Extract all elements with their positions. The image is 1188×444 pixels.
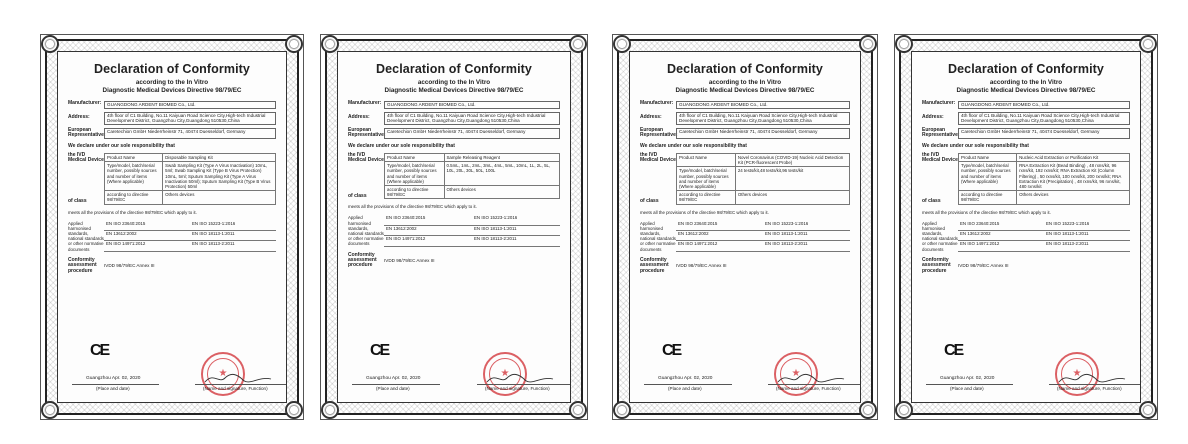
standards-section bbox=[68, 221, 276, 252]
representative-value: Caretechion GmbH Niederrheinstr 71, 40474 Duesseldorf, Germany bbox=[384, 128, 560, 139]
address-value: 4th floor of C1 Building, No.11 Kaiyuan Road Science City,High-tech Industrial Development District, Guangzhou City,Guangdong 510530,China bbox=[104, 112, 276, 125]
class-label: of class bbox=[348, 193, 367, 200]
table-row bbox=[959, 191, 1130, 204]
place-date: Guangzhou Apr. 02, 2020 bbox=[366, 376, 421, 381]
standard-item: EN ISO 18113-1:2011 bbox=[472, 226, 560, 236]
address-label: Address: bbox=[922, 113, 944, 120]
signature-caption: (Name and signature, Function) bbox=[776, 386, 841, 391]
conformity-section bbox=[640, 258, 850, 274]
ce-mark-icon: CE bbox=[662, 342, 681, 359]
standard-item: EN ISO 15223-1:2016 bbox=[190, 221, 276, 231]
corner-ornament-icon bbox=[613, 401, 631, 419]
ivd-table bbox=[676, 153, 850, 205]
place-date: Guangzhou Apr. 02, 2020 bbox=[86, 376, 141, 381]
signature-line bbox=[768, 384, 861, 385]
certificate-title: Declaration of Conformity bbox=[667, 62, 823, 76]
table-row bbox=[677, 167, 850, 191]
certificate-body bbox=[911, 51, 1141, 403]
representative-row bbox=[640, 128, 850, 139]
directive-value: Others devices bbox=[735, 191, 849, 204]
directive-label: according to directive 98/79/EC bbox=[959, 191, 1017, 204]
company-seal-icon: ★ bbox=[774, 352, 818, 396]
standard-item: EN ISO 18113-2:2011 bbox=[472, 236, 560, 246]
corner-ornament-icon bbox=[569, 401, 587, 419]
ivd-label: the IVD Medical Device bbox=[640, 151, 676, 164]
company-seal-icon: ★ bbox=[1055, 352, 1099, 396]
standard-item: EN ISO 14971:2012 bbox=[676, 241, 763, 251]
certificate-subtitle: according to the In Vitro bbox=[417, 79, 491, 86]
manufacturer-row bbox=[640, 101, 850, 109]
certificate-body bbox=[57, 51, 287, 403]
ivd-table bbox=[384, 153, 560, 199]
signature-line bbox=[195, 384, 287, 385]
ivd-device-section bbox=[348, 153, 560, 199]
manufacturer-row bbox=[68, 101, 276, 109]
standards-list bbox=[384, 215, 560, 246]
standard-item: EN ISO 18113-1:2011 bbox=[1044, 231, 1130, 241]
conformity-label: Conformity assessment procedure bbox=[348, 251, 377, 269]
conformity-value: IVDD 98/79/EC Annex III bbox=[958, 262, 1009, 268]
ce-mark-icon: CE bbox=[370, 342, 389, 359]
representative-value: Caretechion GmbH Niederrheinstr 71, 40474 Duesseldorf, Germany bbox=[104, 128, 276, 139]
address-value: 4th floor of C1 Building, No.11 Kaiyuan Road Science City,High-tech Industrial Development District, Guangzhou City,Guangdong 510530,China bbox=[676, 112, 850, 125]
type-model-value: 24 tests/kit,48 tests/kit,96 tests/kit bbox=[735, 167, 849, 191]
representative-row bbox=[68, 128, 276, 139]
directive-value: Others devices bbox=[1017, 191, 1130, 204]
standards-list bbox=[104, 221, 276, 252]
product-name-label: Product Name bbox=[385, 153, 445, 161]
product-name-value: Nucleic Acid Extraction or Purification Kit bbox=[1017, 153, 1130, 161]
standard-item: EN ISO 23640:2015 bbox=[384, 215, 472, 225]
place-date-caption: (Place and date) bbox=[376, 386, 410, 391]
type-model-value: Swab Sampling Kit (Type A Virus Inactivation) 10mL, 5ml; Swab Sampling Kit (Type B Virus Protection) 10mL, 5ml; Sputum Sampling Kit (Type A Virus Inactivation 50ml); Sputum Sampling Kit (Type B Virus Protection) 50ml bbox=[163, 162, 276, 191]
signature-line bbox=[477, 384, 571, 385]
class-label: of class bbox=[68, 198, 87, 205]
manufacturer-label: Manufacturer: bbox=[348, 100, 382, 106]
standard-item: EN ISO 23640:2015 bbox=[958, 221, 1044, 231]
representative-label: European Representative: bbox=[68, 126, 106, 139]
standard-item: EN ISO 14971:2012 bbox=[958, 241, 1044, 251]
table-row bbox=[385, 153, 560, 161]
directive-label: according to directive 98/79/EC bbox=[677, 191, 736, 204]
table-row bbox=[959, 153, 1130, 161]
table-row bbox=[105, 162, 276, 191]
standard-item: EN ISO 18113-1:2011 bbox=[763, 231, 850, 241]
corner-ornament-icon bbox=[1139, 35, 1157, 53]
standards-section bbox=[640, 221, 850, 252]
conformity-value: IVDD 98/79/EC Annex III bbox=[104, 262, 155, 268]
corner-ornament-icon bbox=[859, 35, 877, 53]
standards-label: Applied harmonised standards, national standards or other normative documents bbox=[68, 220, 104, 252]
ce-mark-icon: CE bbox=[944, 342, 963, 359]
corner-ornament-icon bbox=[895, 401, 913, 419]
place-date-line bbox=[352, 384, 440, 385]
certificate-4 bbox=[894, 34, 1158, 420]
ivd-label: the IVD Medical Device bbox=[68, 151, 104, 164]
corner-ornament-icon bbox=[1139, 401, 1157, 419]
ivd-table bbox=[958, 153, 1130, 205]
address-row bbox=[640, 112, 850, 125]
manufacturer-row bbox=[922, 101, 1130, 109]
product-name-label: Product Name bbox=[959, 153, 1017, 161]
manufacturer-value: GUANGDONG ARDENT BIOMED Co., Ltd. bbox=[958, 101, 1130, 109]
ornamental-border bbox=[45, 39, 299, 415]
product-name-value: Disposable Sampling Kit bbox=[163, 153, 276, 161]
product-name-label: Product Name bbox=[677, 153, 736, 166]
type-model-label: Type/model, batch/serial number, possibly sources and number of items (Where applicable) bbox=[959, 162, 1017, 191]
table-row bbox=[677, 153, 850, 166]
table-row bbox=[105, 153, 276, 161]
place-date: Guangzhou Apr. 02, 2020 bbox=[658, 376, 713, 381]
standard-item: EN 13612:2002 bbox=[958, 231, 1044, 241]
type-model-value: RNA Extraction Kit (Bead Binding) , 48 rxns/kit, 96 rxns/kit, 192 rxns/kit; RNA Extraction Kit (Column Filtering) , 50 rxns/kit, 100 rxns/kit, 200 rxns/kit; RNA Extraction Kit (Precipitation) , 48 rxns/kit, 96 rxns/kit, 480 rxns/kit bbox=[1017, 162, 1130, 191]
certificate-subtitle: according to the In Vitro bbox=[989, 79, 1063, 86]
certificate-2 bbox=[320, 34, 588, 420]
representative-row bbox=[922, 128, 1130, 139]
place-date-caption: (Place and date) bbox=[96, 386, 130, 391]
table-row bbox=[959, 162, 1130, 191]
corner-ornament-icon bbox=[321, 401, 339, 419]
provisions-statement: meets all the provisions of the directive 98/79/EC which apply to it. bbox=[68, 209, 197, 215]
ce-mark-icon: CE bbox=[90, 342, 109, 359]
certificate-body bbox=[337, 51, 571, 403]
certificate-3 bbox=[612, 34, 878, 420]
representative-value: Caretechion GmbH Niederrheinstr 71, 40474 Duesseldorf, Germany bbox=[958, 128, 1130, 139]
representative-row bbox=[348, 128, 560, 139]
standard-item: EN 13612:2002 bbox=[104, 231, 190, 241]
conformity-label: Conformity assessment procedure bbox=[68, 256, 97, 274]
signature-line bbox=[1049, 384, 1141, 385]
class-label: of class bbox=[640, 198, 659, 205]
conformity-label: Conformity assessment procedure bbox=[922, 256, 951, 274]
certificate-subtitle-directive: Diagnostic Medical Devices Directive 98/79/EC bbox=[102, 87, 242, 94]
type-model-label: Type/model, batch/serial number, possibly sources and number of items (Where applicable) bbox=[385, 162, 445, 186]
standard-item: EN ISO 18113-2:2011 bbox=[190, 241, 276, 251]
standards-label: Applied harmonised standards, national standards or other normative documents bbox=[640, 220, 676, 252]
place-date: Guangzhou Apr. 02, 2020 bbox=[940, 376, 995, 381]
signature-caption: (Name and signature, Function) bbox=[485, 386, 550, 391]
place-date-line bbox=[926, 384, 1013, 385]
standards-list bbox=[676, 221, 850, 252]
class-label: of class bbox=[922, 198, 941, 205]
product-name-label: Product Name bbox=[105, 153, 163, 161]
address-value: 4th floor of C1 Building, No.11 Kaiyuan Road Science City,High-tech Industrial Development District, Guangzhou City,Guangdong 510530,China bbox=[384, 112, 560, 125]
manufacturer-label: Manufacturer: bbox=[922, 100, 956, 106]
directive-label: according to directive 98/79/EC bbox=[385, 185, 445, 198]
representative-value: Caretechion GmbH Niederrheinstr 71, 40474 Duesseldorf, Germany bbox=[676, 128, 850, 139]
ornamental-border bbox=[617, 39, 873, 415]
conformity-section bbox=[922, 258, 1130, 274]
corner-ornament-icon bbox=[569, 35, 587, 53]
corner-ornament-icon bbox=[285, 401, 303, 419]
place-date-line bbox=[644, 384, 732, 385]
certificate-title: Declaration of Conformity bbox=[94, 62, 250, 76]
ornamental-border bbox=[899, 39, 1153, 415]
declaration-statement: We declare under our sole responsibility that bbox=[348, 142, 455, 149]
product-name-value: Novel Coronavirus (COVID-19) Nucleic Acid Detection Kit (PCR-fluorescent Probe) bbox=[735, 153, 849, 166]
directive-value: Others devices bbox=[444, 185, 560, 198]
certificate-subtitle-directive: Diagnostic Medical Devices Directive 98/79/EC bbox=[384, 87, 524, 94]
certificate-subtitle-directive: Diagnostic Medical Devices Directive 98/79/EC bbox=[956, 87, 1096, 94]
manufacturer-value: GUANGDONG ARDENT BIOMED Co., Ltd. bbox=[676, 101, 850, 109]
declaration-statement: We declare under our sole responsibility that bbox=[922, 142, 1029, 149]
certificate-title: Declaration of Conformity bbox=[948, 62, 1104, 76]
representative-label: European Representative: bbox=[348, 126, 386, 139]
manufacturer-value: GUANGDONG ARDENT BIOMED Co., Ltd. bbox=[384, 101, 560, 109]
type-model-label: Type/model, batch/serial number, possibly sources and number of items (Where applicable) bbox=[105, 162, 163, 191]
company-seal-icon: ★ bbox=[201, 352, 245, 396]
corner-ornament-icon bbox=[41, 401, 59, 419]
conformity-value: IVDD 98/79/EC Annex III bbox=[384, 257, 435, 263]
standards-list bbox=[958, 221, 1130, 252]
place-date-line bbox=[72, 384, 159, 385]
conformity-section bbox=[348, 253, 560, 269]
ivd-device-section bbox=[640, 153, 850, 205]
provisions-statement: meets all the provisions of the directive 98/79/EC which apply to it. bbox=[348, 204, 477, 210]
provisions-statement: meets all the provisions of the directive 98/79/EC which apply to it. bbox=[922, 209, 1051, 215]
ivd-device-section bbox=[68, 153, 276, 205]
signature-caption: (Name and signature, Function) bbox=[1057, 386, 1122, 391]
directive-label: according to directive 98/79/EC bbox=[105, 191, 163, 204]
corner-ornament-icon bbox=[285, 35, 303, 53]
standard-item: EN ISO 18113-2:2011 bbox=[763, 241, 850, 251]
product-name-value: Sample Releasing Reagent bbox=[444, 153, 560, 161]
conformity-section bbox=[68, 258, 276, 274]
address-label: Address: bbox=[348, 113, 370, 120]
declaration-statement: We declare under our sole responsibility that bbox=[640, 142, 747, 149]
certificate-title: Declaration of Conformity bbox=[376, 62, 532, 76]
manufacturer-label: Manufacturer: bbox=[640, 100, 674, 106]
standards-section bbox=[348, 215, 560, 246]
table-row bbox=[677, 191, 850, 204]
standard-item: EN 13612:2002 bbox=[384, 226, 472, 236]
standard-item: EN ISO 14971:2012 bbox=[384, 236, 472, 246]
standards-label: Applied harmonised standards, national standards or other normative documents bbox=[922, 220, 958, 252]
manufacturer-label: Manufacturer: bbox=[68, 100, 102, 106]
certificate-subtitle: according to the In Vitro bbox=[708, 79, 782, 86]
signature-caption: (Name and signature, Function) bbox=[203, 386, 268, 391]
standards-label: Applied harmonised standards, national standards or other normative documents bbox=[348, 215, 384, 247]
type-model-label: Type/model, batch/serial number, possibly sources and number of items (Where applicable) bbox=[677, 167, 736, 191]
table-row bbox=[105, 191, 276, 204]
standard-item: EN ISO 15223-1:2016 bbox=[472, 215, 560, 225]
address-row bbox=[922, 112, 1130, 125]
address-value: 4th floor of C1 Building, No.11 Kaiyuan Road Science City,High-tech Industrial Development District, Guangzhou City,Guangdong 510530,China bbox=[958, 112, 1130, 125]
certificate-body bbox=[629, 51, 861, 403]
conformity-label: Conformity assessment procedure bbox=[640, 256, 669, 274]
standard-item: EN ISO 23640:2015 bbox=[676, 221, 763, 231]
manufacturer-row bbox=[348, 101, 560, 109]
place-date-caption: (Place and date) bbox=[668, 386, 702, 391]
manufacturer-value: GUANGDONG ARDENT BIOMED Co., Ltd. bbox=[104, 101, 276, 109]
address-label: Address: bbox=[68, 113, 90, 120]
table-row bbox=[385, 162, 560, 186]
certificate-subtitle: according to the In Vitro bbox=[135, 79, 209, 86]
ivd-label: the IVD Medical Device bbox=[348, 151, 384, 164]
conformity-value: IVDD 98/79/EC Annex III bbox=[676, 262, 727, 268]
standard-item: EN ISO 18113-2:2011 bbox=[1044, 241, 1130, 251]
address-row bbox=[68, 112, 276, 125]
standard-item: EN ISO 15223-1:2016 bbox=[1044, 221, 1130, 231]
company-seal-icon: ★ bbox=[483, 352, 527, 396]
declaration-statement: We declare under our sole responsibility that bbox=[68, 142, 175, 149]
address-label: Address: bbox=[640, 113, 662, 120]
standard-item: EN ISO 23640:2015 bbox=[104, 221, 190, 231]
place-date-caption: (Place and date) bbox=[950, 386, 984, 391]
address-row bbox=[348, 112, 560, 125]
corner-ornament-icon bbox=[859, 401, 877, 419]
type-model-value: 0.5mL, 1mL, 2mL, 3mL, 4mL, 5mL, 10mL, 1L, 2L, 5L, 10L, 20L, 30L, 50L, 100L bbox=[444, 162, 560, 186]
provisions-statement: meets all the provisions of the directive 98/79/EC which apply to it. bbox=[640, 209, 769, 215]
ivd-device-section bbox=[922, 153, 1130, 205]
certificate-subtitle-directive: Diagnostic Medical Devices Directive 98/79/EC bbox=[675, 87, 815, 94]
standard-item: EN ISO 14971:2012 bbox=[104, 241, 190, 251]
standard-item: EN 13612:2002 bbox=[676, 231, 763, 241]
table-row bbox=[385, 185, 560, 198]
standard-item: EN ISO 18113-1:2011 bbox=[190, 231, 276, 241]
representative-label: European Representative: bbox=[640, 126, 678, 139]
directive-value: Others devices bbox=[163, 191, 276, 204]
certificate-1 bbox=[40, 34, 304, 420]
standard-item: EN ISO 15223-1:2016 bbox=[763, 221, 850, 231]
standards-section bbox=[922, 221, 1130, 252]
ornamental-border bbox=[325, 39, 583, 415]
ivd-table bbox=[104, 153, 276, 205]
ivd-label: the IVD Medical Device bbox=[922, 151, 958, 164]
representative-label: European Representative: bbox=[922, 126, 960, 139]
